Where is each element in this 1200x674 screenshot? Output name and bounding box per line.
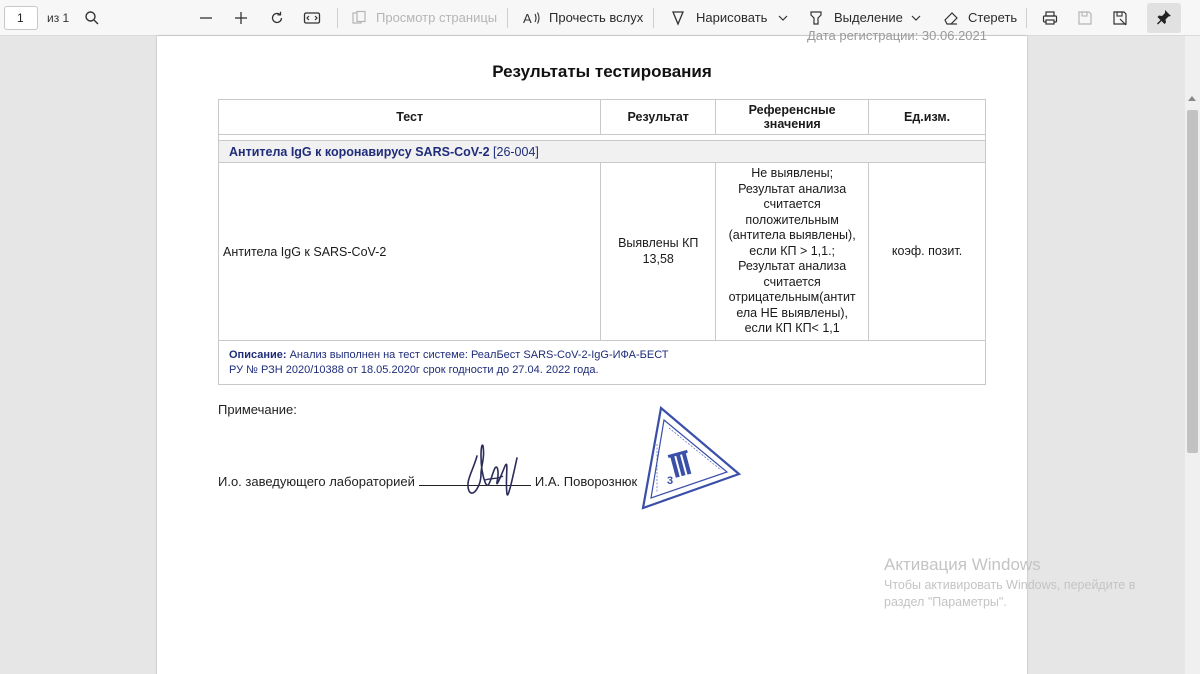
result-cell bbox=[601, 163, 716, 341]
save-icon[interactable] bbox=[1075, 8, 1095, 28]
page-view-button[interactable]: Просмотр страницы bbox=[376, 10, 498, 25]
reference-line: Результат анализа bbox=[738, 259, 847, 274]
rotate-icon[interactable] bbox=[267, 8, 287, 28]
signer-name: И.А. Поворознюк bbox=[534, 474, 638, 489]
test-group-name: Антитела IgG к коронавирусу SARS-CoV-2 bbox=[229, 144, 490, 159]
test-group-row bbox=[219, 141, 986, 163]
reference-line: (антитела выявлены), bbox=[728, 228, 856, 243]
print-icon[interactable] bbox=[1040, 8, 1060, 28]
unit-cell: коэф. позит. bbox=[869, 163, 986, 341]
draw-button[interactable]: Нарисовать bbox=[696, 10, 768, 25]
reference-line: ела НЕ выявлены), bbox=[736, 305, 848, 320]
scrollbar-thumb[interactable] bbox=[1187, 110, 1198, 453]
table-row bbox=[219, 163, 986, 341]
pin-icon bbox=[1156, 9, 1172, 28]
registration-date: Дата регистрации: 30.06.2021 bbox=[806, 28, 987, 43]
zoom-out-icon[interactable] bbox=[196, 8, 216, 28]
zoom-in-icon[interactable] bbox=[231, 8, 251, 28]
highlight-icon bbox=[806, 8, 826, 28]
save-as-icon[interactable] bbox=[1110, 8, 1130, 28]
note-label: Примечание: bbox=[218, 402, 297, 417]
pdf-toolbar bbox=[0, 0, 1200, 36]
svg-text:A: A bbox=[523, 11, 532, 26]
results-table bbox=[218, 99, 986, 385]
description-row bbox=[219, 341, 986, 385]
scroll-up-icon[interactable] bbox=[1188, 96, 1196, 101]
reference-line: если КП > 1,1.; bbox=[749, 243, 836, 258]
test-name-cell: Антитела IgG к SARS-CoV-2 bbox=[219, 163, 601, 341]
page-number-input[interactable] bbox=[4, 6, 38, 30]
description-text: РУ № РЗН 2020/10388 от 18.05.2020г срок годности до 27.04. 2022 года. bbox=[229, 363, 599, 376]
reference-line: Не выявлены; bbox=[751, 166, 834, 181]
page-count-label: из 1 bbox=[47, 11, 70, 25]
chevron-down-icon[interactable] bbox=[773, 8, 793, 28]
read-aloud-icon bbox=[522, 8, 542, 28]
activation-watermark-text bbox=[884, 577, 1184, 611]
table-header-row bbox=[219, 100, 986, 135]
signer-position: И.о. заведующего лабораторией bbox=[218, 474, 415, 489]
eraser-icon bbox=[941, 8, 961, 28]
search-icon[interactable] bbox=[82, 8, 102, 28]
result-text: Выявлены КП bbox=[618, 236, 699, 250]
pin-button[interactable] bbox=[1147, 3, 1181, 33]
page-view-icon bbox=[349, 8, 369, 28]
reference-line: если КП КП< 1,1 bbox=[744, 321, 840, 336]
activation-watermark-title: Активация Windows bbox=[884, 555, 1041, 574]
result-value: 13,58 bbox=[642, 251, 674, 266]
page-title: Результаты тестирования bbox=[492, 62, 712, 81]
column-header: Результат bbox=[601, 100, 716, 135]
reference-line: считается bbox=[763, 274, 821, 289]
read-aloud-button[interactable]: Прочесть вслух bbox=[549, 10, 644, 25]
toolbar-separator bbox=[1026, 8, 1027, 28]
highlight-button[interactable]: Выделение bbox=[834, 10, 903, 25]
toolbar-separator bbox=[337, 8, 338, 28]
erase-button[interactable]: Стереть bbox=[968, 10, 1018, 25]
reference-line: считается bbox=[763, 197, 821, 212]
toolbar-separator bbox=[507, 8, 508, 28]
chevron-down-icon[interactable] bbox=[906, 8, 926, 28]
draw-icon bbox=[668, 8, 688, 28]
description-label: Описание: bbox=[229, 348, 287, 361]
toolbar-separator bbox=[653, 8, 654, 28]
fit-width-icon[interactable] bbox=[302, 8, 322, 28]
activation-watermark-line: раздел "Параметры". bbox=[884, 595, 1007, 609]
column-header: Тест bbox=[219, 100, 601, 135]
test-group-code: [26-004] bbox=[493, 144, 539, 159]
activation-watermark-line: Чтобы активировать Windows, перейдите в bbox=[884, 578, 1136, 592]
column-header: Референсные значения bbox=[716, 100, 869, 135]
reference-line: отрицательным(антит bbox=[728, 290, 856, 305]
reference-cell bbox=[716, 163, 869, 341]
signature-line bbox=[218, 474, 637, 489]
description-text: Анализ выполнен на тест системе: РеалБест SARS-CoV-2-IgG-ИФА-БЕСТ bbox=[289, 348, 669, 361]
reference-line: положительным bbox=[745, 212, 839, 227]
laboratory-stamp bbox=[633, 404, 743, 516]
reference-line: Результат анализа bbox=[738, 181, 847, 196]
svg-text:3: 3 bbox=[667, 475, 674, 487]
column-header: Ед.изм. bbox=[869, 100, 986, 135]
handwritten-signature bbox=[455, 436, 525, 508]
